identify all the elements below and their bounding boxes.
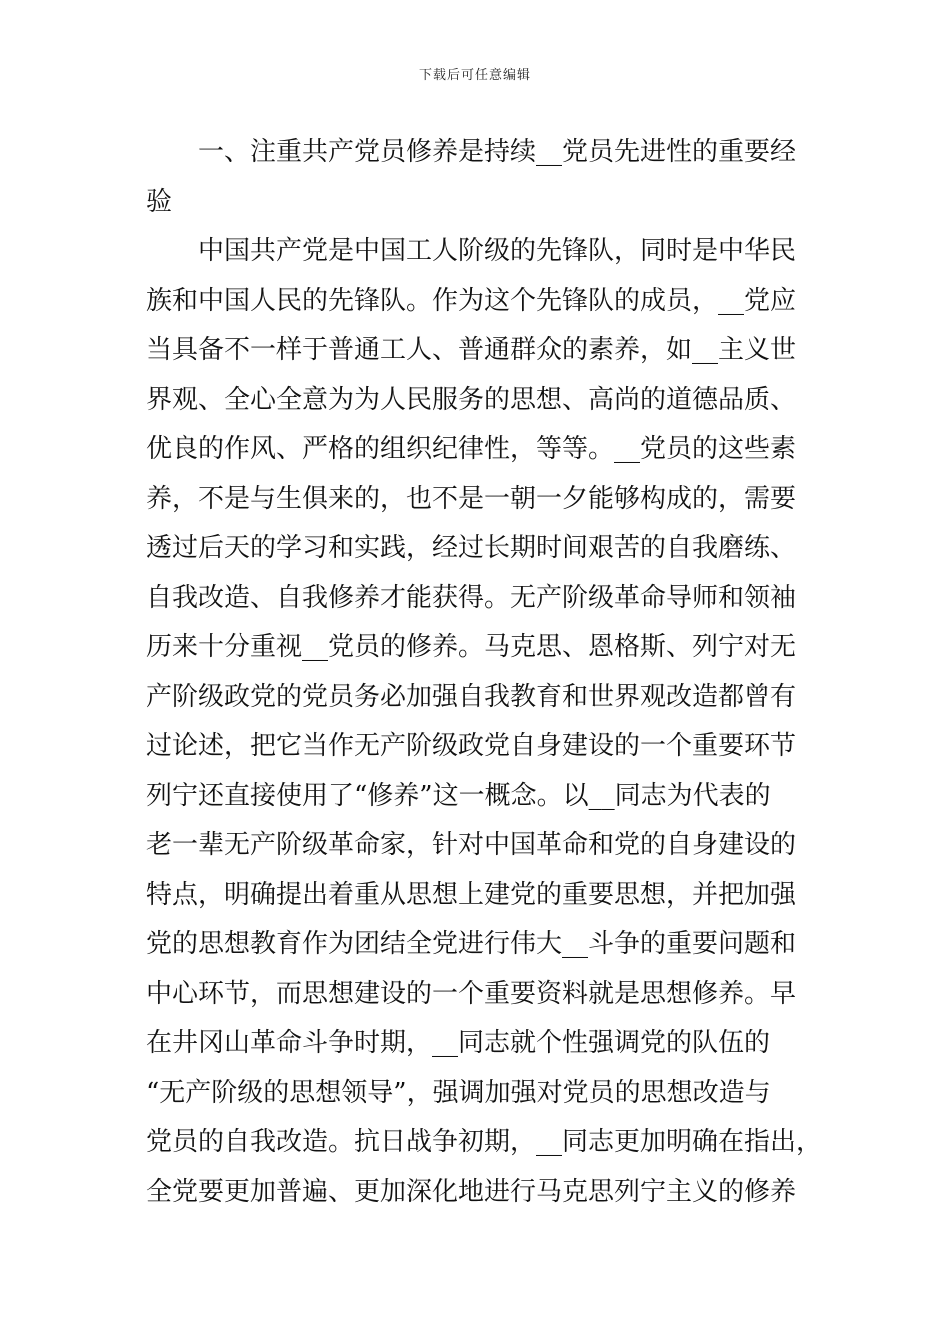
paragraph-line: 列宁还直接使用了“修养”这一概念。以__同志为代表的 <box>146 780 771 811</box>
paragraph-line: 产阶级政党的党员务必加强自我教育和世界观改造都曾有 <box>146 681 797 712</box>
paragraph-line: 历来十分重视__党员的修养。马克思、恩格斯、列宁对无 <box>146 632 797 662</box>
document-body <box>146 128 822 1217</box>
section-heading-line: 一、注重共产党员修养是持续__党员先进性的重要经 <box>198 137 797 167</box>
paragraph-line: 中心环节，而思想建设的一个重要资料就是思想修养。早 <box>146 978 797 1009</box>
paragraph-line: 中国共产党是中国工人阶级的先锋队，同时是中华民 <box>198 236 797 266</box>
paragraph-line: 党员的自我改造。抗日战争初期，__同志更加明确在指出， <box>146 1127 823 1157</box>
section-heading-line: 验 <box>146 186 173 217</box>
paragraph-line: 在井冈山革命斗争时期，__同志就个性强调党的队伍的 <box>146 1028 771 1058</box>
paragraph-line: 自我改造、自我修养才能获得。无产阶级革命导师和领袖 <box>146 582 797 613</box>
paragraph-line: 特点，明确提出着重从思想上建党的重要思想，并把加强 <box>146 879 797 910</box>
paragraph-line: 优良的作风、严格的组织纪律性，等等。__党员的这些素 <box>146 434 797 464</box>
paragraph-line: 老一辈无产阶级革命家，针对中国革命和党的自身建设的 <box>146 830 797 860</box>
paragraph-line: 养，不是与生俱来的，也不是一朝一夕能够构成的，需要 <box>146 483 797 514</box>
paragraph-line: 当具备不一样于普通工人、普通群众的素养，如__主义世 <box>146 335 797 365</box>
paragraph-line: 族和中国人民的先锋队。作为这个先锋队的成员，__党应 <box>146 285 797 316</box>
paragraph-line: 界观、全心全意为为人民服务的思想、高尚的道德品质、 <box>146 384 797 415</box>
paragraph-line: 党的思想教育作为团结全党进行伟大__斗争的重要问题和 <box>146 929 797 959</box>
page-header: 下载后可任意编辑 <box>418 68 531 83</box>
paragraph-line: “无产阶级的思想领导”，强调加强对党员的思想改造与 <box>146 1077 771 1108</box>
paragraph-line: 过论述，把它当作无产阶级政党自身建设的一个重要环节 <box>146 731 797 761</box>
paragraph-line: 透过后天的学习和实践，经过长期时间艰苦的自我磨练、 <box>146 533 797 563</box>
paragraph-line: 全党要更加普遍、更加深化地进行马克思列宁主义的修养 <box>146 1176 797 1207</box>
